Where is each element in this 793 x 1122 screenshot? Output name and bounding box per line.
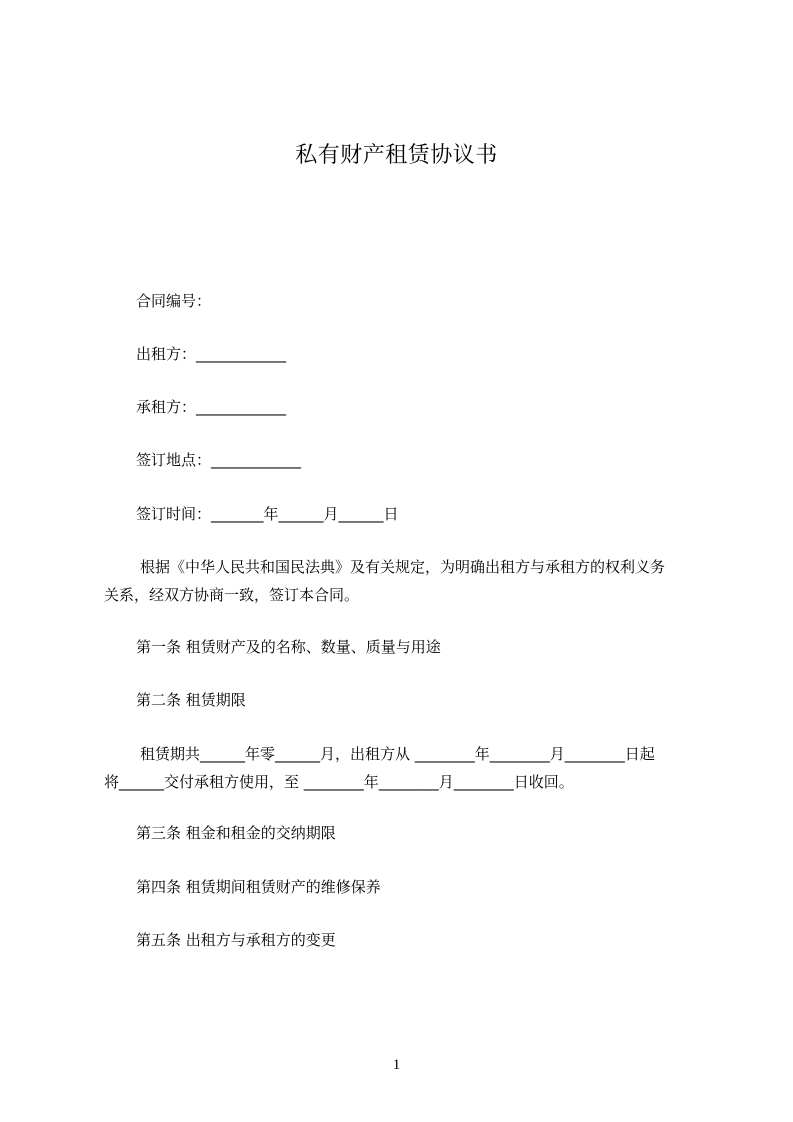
contract-number-field: 合同编号： bbox=[136, 292, 212, 310]
lease-term-line-1: 租赁期共______年零______月，出租方从 ________年________月________日起 bbox=[140, 745, 655, 763]
article-5-heading: 第五条 出租方与承租方的变更 bbox=[136, 931, 336, 949]
page-number: 1 bbox=[392, 1057, 401, 1073]
article-1-heading: 第一条 租赁财产及的名称、数量、质量与用途 bbox=[136, 638, 441, 656]
lease-term-line-2: 将______交付承租方使用，至 ________年________月________日收回。 bbox=[104, 773, 574, 791]
article-4-heading: 第四条 租赁期间租赁财产的维修保养 bbox=[136, 878, 381, 896]
signing-place-field: 签订地点：____________ bbox=[136, 451, 302, 469]
lessee-field: 承租方：____________ bbox=[136, 398, 287, 416]
signing-date-field: 签订时间：_______年______月______日 bbox=[136, 505, 399, 523]
intro-line-1: 根据《中华人民共和国民法典》及有关规定，为明确出租方与承租方的权利义务 bbox=[140, 558, 666, 576]
article-3-heading: 第三条 租金和租金的交纳期限 bbox=[136, 824, 336, 842]
intro-line-2: 关系，经双方协商一致，签订本合同。 bbox=[104, 586, 360, 604]
article-2-heading: 第二条 租赁期限 bbox=[136, 691, 246, 709]
lessor-field: 出租方：____________ bbox=[136, 345, 287, 363]
intro-paragraph bbox=[104, 553, 704, 609]
lease-term-paragraph bbox=[104, 740, 704, 796]
page-title: 私有财产租赁协议书 bbox=[295, 143, 498, 168]
